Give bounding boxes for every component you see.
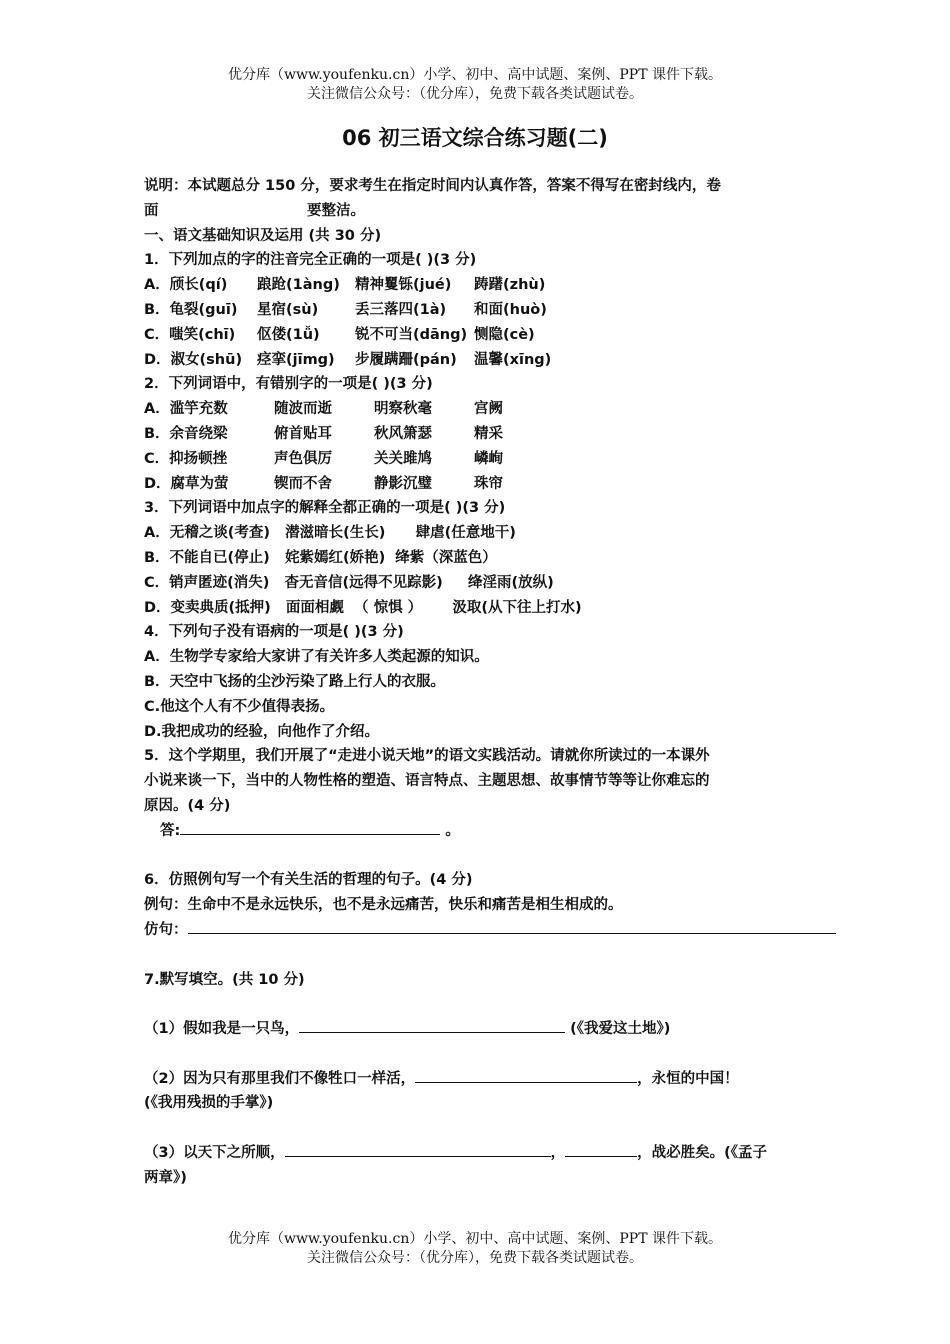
q7-item-3-source: 两章》) [144, 1169, 187, 1186]
q1-option-cell: 锐不可当(dāng) [355, 326, 468, 343]
q2-option-cell: D．腐草为萤 [144, 475, 229, 492]
q2-option-cell: A．滥竽充数 [144, 401, 228, 418]
q1-option-cell: A．颀长(qí) [144, 277, 228, 294]
q7-item-2 [144, 1067, 844, 1092]
q1-option-cell: B．龟裂(guī) [144, 301, 238, 318]
q5-answer-line [144, 819, 844, 844]
intro-text-a: 面 [144, 202, 159, 219]
exam-content [144, 174, 844, 1191]
q7-item-2-end: ，永恒的中国！ [637, 1070, 739, 1087]
q1-option-cell: 痉挛(jīmg) [257, 351, 335, 368]
q7-item-3 [144, 1141, 844, 1166]
footer-line-2: 关注微信公众号：（优分库），免费下载各类试题试卷。 [307, 1250, 643, 1266]
q7-item-2-source: (《我用残损的手掌》) [144, 1095, 274, 1112]
q7-item-3-comma: ， [550, 1145, 566, 1162]
q1-option-row [144, 323, 844, 348]
q7-item-2-blank[interactable] [415, 1068, 637, 1083]
q5-answer-label: 答: [160, 822, 181, 839]
q5-line-1: 5．这个学期里，我们开展了“走进小说天地”的语文实践活动。请就你所读过的一本课外 [144, 748, 710, 765]
q1-option-row [144, 298, 844, 323]
q2-option-cell: B．余音绕梁 [144, 425, 228, 442]
header-line-2: 关注微信公众号：（优分库），免费下载各类试题试卷。 [307, 86, 643, 102]
q2-option-cell: 关关雎鸠 [374, 450, 432, 467]
q2-option-cell: 秋风箫瑟 [374, 425, 432, 442]
q2-stem: 2．下列词语中，有错别字的一项是( )(3 分) [144, 376, 433, 393]
q2-option-cell: C．抑扬顿挫 [144, 450, 228, 467]
q1-options [144, 273, 844, 372]
q7-item-3-text: （3）以天下之所顺， [144, 1145, 285, 1162]
q3-option: A．无稽之谈(考查) 潜滋暗长(生长) 肆虐(任意地干) [144, 525, 516, 542]
intro-line-1: 说明：本试题总分 150 分，要求考生在指定时间内认真作答，答案不得写在密封线内，卷 [144, 178, 721, 194]
q4-option: A．生物学专家给大家讲了有关许多人类起源的知识。 [144, 649, 489, 666]
q7-item-1-source: (《我爱这土地》) [570, 1021, 671, 1038]
q1-option-cell: 踉跄(1àng) [257, 277, 340, 294]
q2-option-row [144, 397, 844, 422]
q1-option-cell: 恻隐(cè) [474, 326, 535, 343]
q3-option: B．不能自已(停止) 姹紫嫣红(娇艳) 绛紫（深蓝色） [144, 549, 497, 566]
q7-item-1 [144, 1017, 844, 1042]
section-heading: 一、语文基础知识及运用 (共 30 分) [144, 227, 382, 244]
q3-option: C．销声匿迹(消失) 杳无音信(远得不见踪影) 绛淫雨(放纵) [144, 574, 554, 591]
q3-option: D．变卖典质(抵押) 面面相觑 （ 惊惧 ） 汲取(从下往上打水) [144, 599, 582, 616]
q1-option-cell: 丢三落四(1à) [355, 301, 447, 318]
q2-option-row [144, 422, 844, 447]
q2-option-cell: 锲而不舍 [274, 475, 332, 492]
q7-item-3-blank-2[interactable] [565, 1142, 637, 1157]
page-header [0, 66, 950, 104]
q5-answer-blank[interactable] [180, 820, 440, 835]
q5-line-3: 原因。(4 分) [144, 797, 231, 814]
q6-example: 例句：生命中不是永远快乐，也不是永远痛苦，快乐和痛苦是相生相成的。 [144, 897, 623, 914]
q2-option-row [144, 447, 844, 472]
footer-line-1: 优分库（www.youfenku.cn）小学、初中、高中试题、案例、PPT 课件下载。 [227, 1231, 722, 1247]
q6-stem: 6．仿照例句写一个有关生活的哲理的句子。(4 分) [144, 872, 473, 889]
q2-option-cell: 珠帘 [474, 475, 503, 492]
q7-item-2-text: （2）因为只有那里我们不像牲口一样活， [144, 1070, 416, 1087]
q3-stem: 3．下列词语中加点字的解释全都正确的一项是( )(3 分) [144, 500, 506, 517]
q4-stem: 4．下列句子没有语病的一项是( )(3 分) [144, 624, 404, 641]
q2-option-cell: 明察秋毫 [374, 401, 432, 418]
q6-imitate-blank[interactable] [188, 919, 836, 934]
q2-option-cell: 随波而逝 [274, 401, 332, 418]
q7-item-1-blank[interactable] [299, 1018, 565, 1033]
intro-text-b: 要整洁。 [307, 202, 365, 219]
q6-imitate-line [144, 918, 844, 943]
q1-option-cell: C．嗤笑(chī) [144, 326, 236, 343]
q5-answer-end: 。 [445, 822, 460, 839]
q7-item-1-text: （1）假如我是一只鸟， [144, 1021, 300, 1038]
q1-option-row [144, 273, 844, 298]
q2-option-cell: 宫阙 [474, 401, 503, 418]
q4-option: C.他这个人有不少值得表扬。 [144, 698, 335, 715]
q7-item-3-end: ，战必胜矣。(《孟子 [637, 1145, 767, 1162]
q1-option-cell: 精神矍铄(jué) [355, 277, 452, 294]
q5-line-2: 小说来谈一下，当中的人物性格的塑造、语言特点、主题思想、故事情节等等让你难忘的 [144, 773, 710, 790]
q2-option-cell: 俯首贴耳 [274, 425, 332, 442]
q7-stem: 7.默写填空。(共 10 分) [144, 971, 305, 988]
page-footer [0, 1230, 950, 1268]
q1-option-cell: 温馨(xīng) [474, 351, 552, 368]
q1-option-cell: 星宿(sù) [257, 301, 319, 318]
page-title: 06 初三语文综合练习题(二) [342, 126, 608, 150]
q1-option-cell: 步履蹒跚(pán) [355, 351, 457, 368]
q2-option-cell: 精采 [474, 425, 503, 442]
q2-option-row [144, 472, 844, 497]
q4-option: B．天空中飞扬的尘沙污染了路上行人的衣服。 [144, 673, 446, 690]
q1-option-cell: 伛偻(1ǚ) [257, 326, 320, 343]
q4-option: D.我把成功的经验，向他作了介绍。 [144, 723, 380, 740]
q7-item-3-blank-1[interactable] [285, 1142, 551, 1157]
q6-imitate-label: 仿句： [144, 921, 188, 938]
q2-option-cell: 嶙峋 [474, 450, 503, 467]
intro-line-2 [144, 199, 844, 224]
q1-option-cell: 踌躇(zhù) [474, 277, 546, 294]
q1-option-row [144, 348, 844, 373]
q1-option-cell: D．淑女(shū) [144, 351, 243, 368]
q1-option-cell: 和面(huò) [474, 301, 547, 318]
q2-option-cell: 静影沉璧 [374, 475, 432, 492]
header-line-1: 优分库（www.youfenku.cn）小学、初中、高中试题、案例、PPT 课件下载。 [227, 67, 722, 83]
q2-option-cell: 声色俱厉 [274, 450, 332, 467]
q2-options [144, 397, 844, 496]
q1-stem: 1．下列加点的字的注音完全正确的一项是( )(3 分) [144, 252, 477, 269]
